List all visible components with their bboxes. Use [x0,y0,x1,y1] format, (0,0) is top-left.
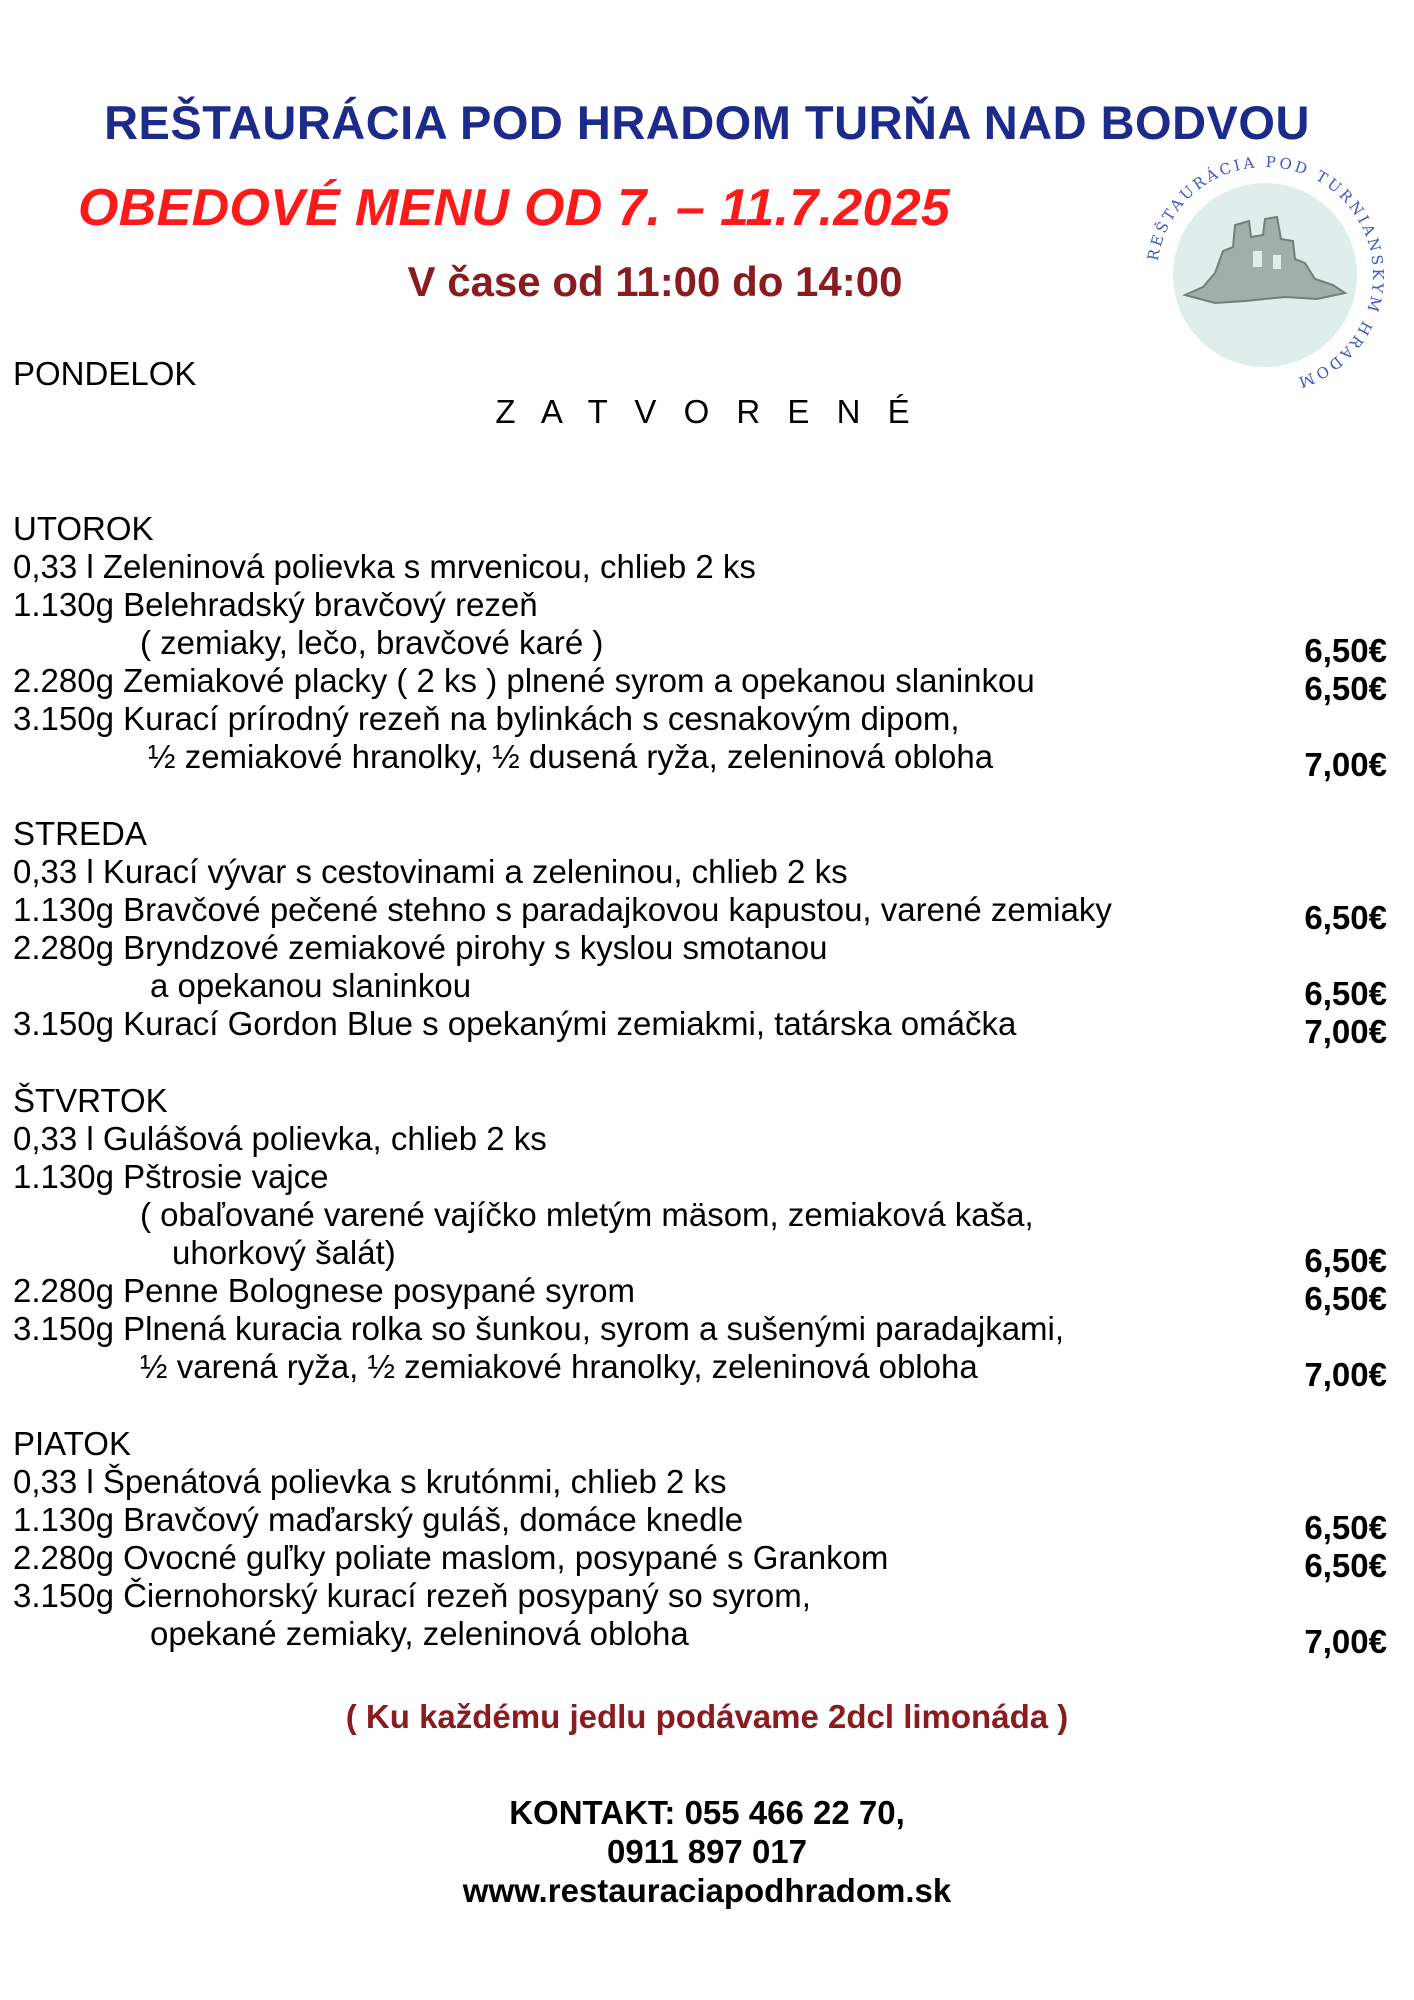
lemonade-note: ( Ku každému jedlu podávame 2dcl limonáda ) [345,1698,1069,1735]
menu-item: 0,33 l Gulášová polievka, chlieb 2 ks [13,1120,547,1157]
price: 7,00€ [1304,1356,1387,1393]
day-heading-tuesday: UTOROK [13,510,154,547]
menu-item: 1.130g Bravčový maďarský guláš, domáce knedle [13,1501,744,1538]
menu-item: 2.280g Zemiakové placky ( 2 ks ) plnené syrom a opekanou slaninkou [13,662,1035,699]
menu-item: 3.150g Kurací Gordon Blue s opekanými zemiakmi, tatárska omáčka [13,1005,1017,1042]
day-heading-monday: PONDELOK [13,355,197,392]
menu-item: 3.150g Čiernohorský kurací rezeň posypaný so syrom, [13,1577,811,1614]
day-heading-wednesday: STREDA [13,815,147,852]
restaurant-title: REŠTAURÁCIA POD HRADOM TURŇA NAD BODVOU [104,96,1310,149]
price: 6,50€ [1304,1280,1387,1317]
price: 6,50€ [1304,1547,1387,1584]
menu-item-detail: ( obaľované varené vajíčko mletým mäsom, zemiaková kaša, [140,1196,1034,1233]
price: 6,50€ [1304,1242,1387,1279]
menu-item-detail: uhorkový šalát) [172,1234,396,1271]
contact-mobile: 0911 897 017 [606,1833,808,1870]
price: 7,00€ [1304,1013,1387,1050]
menu-item: 0,33 l Kurací vývar s cestovinami a zeleninou, chlieb 2 ks [13,853,848,890]
day-heading-thursday: ŠTVRTOK [13,1082,168,1119]
menu-item: 1.130g Bravčové pečené stehno s paradajkovou kapustou, varené zemiaky [13,891,1112,928]
menu-item: 0,33 l Zeleninová polievka s mrvenicou, chlieb 2 ks [13,548,756,585]
menu-item: 3.150g Kurací prírodný rezeň na bylinkách s cesnakovým dipom, [13,700,960,737]
menu-item-detail: ½ varená ryža, ½ zemiakové hranolky, zeleninová obloha [140,1348,978,1385]
day-heading-friday: PIATOK [13,1425,131,1462]
price: 6,50€ [1304,899,1387,936]
menu-item-detail: opekané zemiaky, zeleninová obloha [150,1615,689,1652]
logo-ring-text: REŠTAURÁCIA POD TURNIANS YM HRADOM [1145,155,1385,393]
menu-item: 2.280g Penne Bolognese posypané syrom [13,1272,635,1309]
restaurant-logo [1145,155,1385,395]
website-link[interactable]: www.restauraciapodhradom.sk [462,1872,952,1909]
castle-ruin-icon [1145,155,1385,395]
menu-item-detail: a opekanou slaninkou [150,967,472,1004]
price: 6,50€ [1304,632,1387,669]
menu-item: 2.280g Bryndzové zemiakové pirohy s kyslou smotanou [13,929,828,966]
serving-hours: V čase od 11:00 do 14:00 [407,258,903,305]
price: 6,50€ [1304,975,1387,1012]
price: 7,00€ [1304,1623,1387,1660]
closed-notice: Z A T V O R E N É [495,393,919,430]
price: 7,00€ [1304,746,1387,783]
contact-phone: KONTAKT: 055 466 22 70, [509,1794,905,1831]
menu-date-range: OBEDOVÉ MENU OD 7. – 11.7.2025 [78,179,951,237]
menu-item: 2.280g Ovocné guľky poliate maslom, posypané s Grankom [13,1539,889,1576]
menu-item-detail: ½ zemiakové hranolky, ½ dusená ryža, zeleninová obloha [148,738,994,775]
menu-item: 3.150g Plnená kuracia rolka so šunkou, syrom a sušenými paradajkami, [13,1310,1065,1347]
menu-item: 1.130g Belehradský bravčový rezeň [13,586,538,623]
menu-item-detail: ( zemiaky, lečo, bravčové karé ) [140,624,604,661]
menu-item: 1.130g Pštrosie vajce [13,1158,329,1195]
price: 6,50€ [1304,670,1387,707]
menu-item: 0,33 l Špenátová polievka s krutónmi, chlieb 2 ks [13,1463,727,1500]
price: 6,50€ [1304,1509,1387,1546]
